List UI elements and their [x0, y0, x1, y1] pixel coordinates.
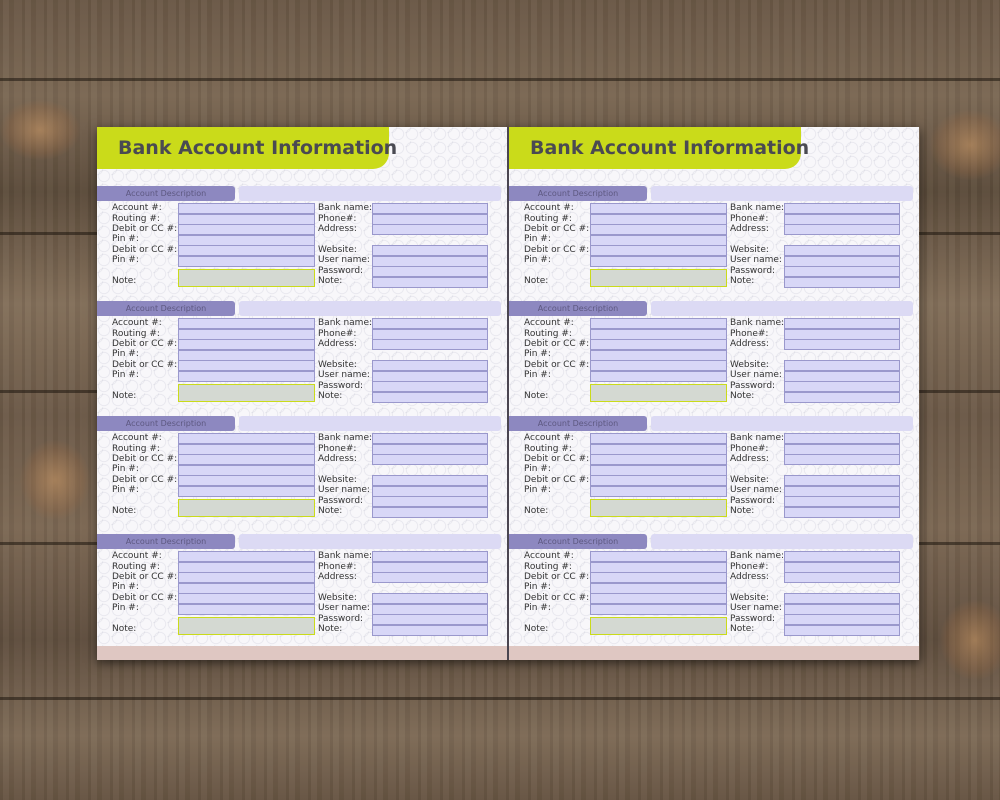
input-field[interactable] — [178, 572, 315, 583]
field-label: Address: — [730, 454, 769, 464]
input-field[interactable] — [784, 614, 900, 625]
account-description-tab: Account Description — [97, 416, 235, 431]
input-field[interactable] — [590, 551, 727, 562]
field-label: Phone#: — [730, 444, 769, 454]
input-field[interactable] — [178, 329, 315, 340]
field-label: Account #: — [524, 433, 574, 443]
account-description-field[interactable] — [651, 416, 913, 431]
input-field[interactable] — [178, 318, 315, 329]
input-field[interactable] — [372, 339, 488, 350]
field-label: Debit or CC #: — [524, 224, 590, 234]
account-description-field[interactable] — [239, 186, 501, 201]
account-description-tab: Account Description — [97, 534, 235, 549]
input-field[interactable] — [784, 486, 900, 497]
input-field[interactable] — [178, 454, 315, 465]
field-label: Note: — [524, 624, 549, 634]
account-section — [509, 301, 919, 411]
input-field[interactable] — [590, 444, 727, 455]
input-field[interactable] — [784, 371, 900, 382]
field-label: Phone#: — [730, 214, 769, 224]
input-field[interactable] — [372, 507, 488, 518]
input-field[interactable] — [784, 496, 900, 507]
field-label: Routing #: — [112, 214, 160, 224]
input-field[interactable] — [372, 256, 488, 267]
account-section — [97, 416, 507, 526]
field-label: Note: — [524, 391, 549, 401]
field-label: Password: — [318, 614, 364, 624]
input-field[interactable] — [372, 277, 488, 288]
field-label: Pin #: — [112, 370, 139, 380]
input-field[interactable] — [178, 486, 315, 497]
field-label: Pin #: — [524, 370, 551, 380]
input-field[interactable] — [784, 444, 900, 455]
field-label: Debit or CC #: — [112, 224, 178, 234]
field-label: Bank name: — [730, 551, 785, 561]
input-field[interactable] — [372, 381, 488, 392]
field-label: Bank name: — [730, 203, 785, 213]
field-label: Pin #: — [112, 349, 139, 359]
field-label: Pin #: — [112, 255, 139, 265]
field-label: Note: — [318, 276, 343, 286]
field-label: Note: — [730, 506, 755, 516]
input-field[interactable] — [178, 350, 315, 361]
input-field[interactable] — [590, 454, 727, 465]
page-title: Bank Account Information — [118, 137, 398, 159]
field-label: Debit or CC #: — [112, 572, 178, 582]
field-label: Account #: — [112, 551, 162, 561]
note-field[interactable] — [590, 617, 727, 635]
input-field[interactable] — [372, 551, 488, 562]
input-field[interactable] — [590, 486, 727, 497]
field-label: User name: — [730, 603, 782, 613]
field-label: Website: — [730, 245, 769, 255]
input-field[interactable] — [784, 277, 900, 288]
field-label: Note: — [730, 391, 755, 401]
input-field[interactable] — [784, 551, 900, 562]
input-field[interactable] — [784, 203, 900, 214]
field-label: Debit or CC #: — [524, 360, 590, 370]
field-label: Pin #: — [112, 485, 139, 495]
input-field[interactable] — [784, 224, 900, 235]
input-field[interactable] — [178, 444, 315, 455]
note-field[interactable] — [178, 384, 315, 402]
input-field[interactable] — [178, 465, 315, 476]
input-field[interactable] — [784, 318, 900, 329]
input-field[interactable] — [372, 329, 488, 340]
input-field[interactable] — [372, 475, 488, 486]
field-label: Routing #: — [524, 214, 572, 224]
input-field[interactable] — [590, 245, 727, 256]
input-field[interactable] — [784, 339, 900, 350]
field-label: Pin #: — [524, 255, 551, 265]
field-label: Account #: — [524, 551, 574, 561]
field-label: Bank name: — [730, 318, 785, 328]
input-field[interactable] — [372, 572, 488, 583]
field-label: Note: — [730, 276, 755, 286]
field-label: Note: — [524, 276, 549, 286]
field-label: Website: — [318, 360, 357, 370]
field-label: Account #: — [524, 318, 574, 328]
printable-book — [97, 127, 920, 660]
field-label: Website: — [318, 245, 357, 255]
title-banner — [97, 127, 398, 169]
input-field[interactable] — [372, 562, 488, 573]
input-field[interactable] — [372, 604, 488, 615]
field-label: Routing #: — [112, 444, 160, 454]
input-field[interactable] — [372, 593, 488, 604]
page-bottom-band — [97, 646, 507, 660]
input-field[interactable] — [372, 266, 488, 277]
account-description-field[interactable] — [651, 186, 913, 201]
account-section — [509, 186, 919, 296]
account-description-field[interactable] — [651, 301, 913, 316]
field-label: Address: — [730, 339, 769, 349]
account-description-tab: Account Description — [97, 301, 235, 316]
field-label: User name: — [730, 370, 782, 380]
note-field[interactable] — [178, 499, 315, 517]
input-field[interactable] — [178, 593, 315, 604]
input-field[interactable] — [372, 245, 488, 256]
input-field[interactable] — [372, 224, 488, 235]
field-label: Address: — [318, 572, 357, 582]
field-label: Pin #: — [112, 234, 139, 244]
field-label: Routing #: — [112, 562, 160, 572]
input-field[interactable] — [784, 572, 900, 583]
field-label: Address: — [730, 572, 769, 582]
input-field[interactable] — [372, 203, 488, 214]
field-label: Password: — [318, 381, 364, 391]
field-label: Note: — [318, 391, 343, 401]
account-description-tab: Account Description — [509, 534, 647, 549]
note-field[interactable] — [590, 269, 727, 287]
account-description-field[interactable] — [239, 301, 501, 316]
field-label: Phone#: — [730, 562, 769, 572]
field-label: Note: — [112, 624, 137, 634]
input-field[interactable] — [784, 433, 900, 444]
note-field[interactable] — [178, 617, 315, 635]
input-field[interactable] — [178, 224, 315, 235]
input-field[interactable] — [372, 496, 488, 507]
input-field[interactable] — [784, 475, 900, 486]
field-label: Routing #: — [524, 444, 572, 454]
field-label: Account #: — [112, 203, 162, 213]
field-label: Password: — [318, 266, 364, 276]
input-field[interactable] — [590, 371, 727, 382]
input-field[interactable] — [590, 350, 727, 361]
field-label: Pin #: — [112, 582, 139, 592]
field-label: Phone#: — [318, 444, 357, 454]
input-field[interactable] — [178, 475, 315, 486]
field-label: Bank name: — [318, 433, 373, 443]
field-label: Note: — [112, 276, 137, 286]
input-field[interactable] — [590, 318, 727, 329]
input-field[interactable] — [590, 604, 727, 615]
account-section — [97, 186, 507, 296]
field-label: Note: — [318, 624, 343, 634]
input-field[interactable] — [178, 371, 315, 382]
field-label: Debit or CC #: — [112, 475, 178, 485]
input-field[interactable] — [372, 318, 488, 329]
field-label: Pin #: — [524, 234, 551, 244]
input-field[interactable] — [178, 360, 315, 371]
field-label: Debit or CC #: — [524, 454, 590, 464]
title-banner — [509, 127, 810, 169]
field-label: Bank name: — [730, 433, 785, 443]
input-field[interactable] — [178, 235, 315, 246]
input-field[interactable] — [372, 392, 488, 403]
field-label: Pin #: — [524, 582, 551, 592]
account-section — [97, 534, 507, 644]
field-label: Debit or CC #: — [524, 245, 590, 255]
input-field[interactable] — [372, 360, 488, 371]
field-label: Phone#: — [318, 562, 357, 572]
input-field[interactable] — [372, 454, 488, 465]
field-label: Debit or CC #: — [112, 360, 178, 370]
field-label: Routing #: — [112, 329, 160, 339]
page-bottom-band — [509, 646, 919, 660]
input-field[interactable] — [590, 224, 727, 235]
field-label: Note: — [730, 624, 755, 634]
field-label: Pin #: — [112, 603, 139, 613]
input-field[interactable] — [784, 245, 900, 256]
input-field[interactable] — [590, 562, 727, 573]
input-field[interactable] — [784, 562, 900, 573]
page-right — [509, 127, 919, 660]
input-field[interactable] — [178, 214, 315, 225]
input-field[interactable] — [784, 329, 900, 340]
input-field[interactable] — [590, 572, 727, 583]
input-field[interactable] — [784, 266, 900, 277]
field-label: Debit or CC #: — [112, 454, 178, 464]
field-label: Website: — [318, 593, 357, 603]
input-field[interactable] — [590, 360, 727, 371]
field-label: Debit or CC #: — [112, 245, 178, 255]
field-label: Debit or CC #: — [524, 572, 590, 582]
input-field[interactable] — [784, 625, 900, 636]
field-label: Debit or CC #: — [112, 593, 178, 603]
input-field[interactable] — [178, 604, 315, 615]
input-field[interactable] — [590, 339, 727, 350]
field-label: User name: — [318, 603, 370, 613]
field-label: Phone#: — [318, 214, 357, 224]
input-field[interactable] — [178, 562, 315, 573]
field-label: Address: — [318, 224, 357, 234]
input-field[interactable] — [178, 245, 315, 256]
account-description-tab: Account Description — [509, 301, 647, 316]
input-field[interactable] — [784, 392, 900, 403]
field-label: Website: — [730, 593, 769, 603]
account-description-tab: Account Description — [97, 186, 235, 201]
page-left — [97, 127, 507, 660]
account-section — [509, 416, 919, 526]
input-field[interactable] — [178, 339, 315, 350]
account-description-tab: Account Description — [509, 416, 647, 431]
field-label: Pin #: — [112, 464, 139, 474]
field-label: Address: — [318, 339, 357, 349]
input-field[interactable] — [590, 329, 727, 340]
account-description-field[interactable] — [651, 534, 913, 549]
field-label: Debit or CC #: — [524, 475, 590, 485]
field-label: Password: — [318, 496, 364, 506]
input-field[interactable] — [784, 454, 900, 465]
input-field[interactable] — [178, 433, 315, 444]
field-label: Bank name: — [318, 203, 373, 213]
input-field[interactable] — [178, 583, 315, 594]
input-field[interactable] — [178, 256, 315, 267]
field-label: Debit or CC #: — [524, 593, 590, 603]
input-field[interactable] — [178, 551, 315, 562]
field-label: Account #: — [112, 433, 162, 443]
field-label: User name: — [318, 370, 370, 380]
page-title: Bank Account Information — [530, 137, 810, 159]
input-field[interactable] — [784, 507, 900, 518]
field-label: Website: — [318, 475, 357, 485]
field-label: Debit or CC #: — [112, 339, 178, 349]
field-label: Password: — [730, 266, 776, 276]
field-label: Note: — [112, 506, 137, 516]
field-label: Routing #: — [524, 562, 572, 572]
field-label: Website: — [730, 360, 769, 370]
field-label: Phone#: — [318, 329, 357, 339]
field-label: User name: — [730, 485, 782, 495]
input-field[interactable] — [178, 203, 315, 214]
field-label: Bank name: — [318, 551, 373, 561]
input-field[interactable] — [590, 203, 727, 214]
input-field[interactable] — [590, 465, 727, 476]
input-field[interactable] — [784, 381, 900, 392]
input-field[interactable] — [372, 214, 488, 225]
field-label: Note: — [524, 506, 549, 516]
field-label: User name: — [318, 255, 370, 265]
field-label: Phone#: — [730, 329, 769, 339]
input-field[interactable] — [784, 593, 900, 604]
field-label: User name: — [318, 485, 370, 495]
field-label: Website: — [730, 475, 769, 485]
note-field[interactable] — [590, 499, 727, 517]
field-label: Address: — [730, 224, 769, 234]
field-label: Address: — [318, 454, 357, 464]
field-label: Debit or CC #: — [524, 339, 590, 349]
field-label: Routing #: — [524, 329, 572, 339]
field-label: Password: — [730, 496, 776, 506]
input-field[interactable] — [784, 604, 900, 615]
field-label: Pin #: — [524, 349, 551, 359]
input-field[interactable] — [372, 625, 488, 636]
field-label: Password: — [730, 381, 776, 391]
note-field[interactable] — [178, 269, 315, 287]
account-section — [97, 301, 507, 411]
field-label: User name: — [730, 255, 782, 265]
book-spine — [507, 127, 509, 660]
input-field[interactable] — [372, 371, 488, 382]
field-label: Pin #: — [524, 603, 551, 613]
account-description-field[interactable] — [239, 416, 501, 431]
input-field[interactable] — [784, 214, 900, 225]
input-field[interactable] — [372, 486, 488, 497]
field-label: Pin #: — [524, 464, 551, 474]
field-label: Note: — [318, 506, 343, 516]
input-field[interactable] — [590, 593, 727, 604]
input-field[interactable] — [784, 256, 900, 267]
input-field[interactable] — [590, 256, 727, 267]
field-label: Password: — [730, 614, 776, 624]
input-field[interactable] — [372, 433, 488, 444]
input-field[interactable] — [590, 235, 727, 246]
field-label: Account #: — [524, 203, 574, 213]
account-description-tab: Account Description — [509, 186, 647, 201]
input-field[interactable] — [784, 360, 900, 371]
input-field[interactable] — [590, 475, 727, 486]
input-field[interactable] — [590, 583, 727, 594]
field-label: Pin #: — [524, 485, 551, 495]
input-field[interactable] — [372, 614, 488, 625]
account-description-field[interactable] — [239, 534, 501, 549]
note-field[interactable] — [590, 384, 727, 402]
input-field[interactable] — [590, 214, 727, 225]
input-field[interactable] — [590, 433, 727, 444]
field-label: Note: — [112, 391, 137, 401]
field-label: Bank name: — [318, 318, 373, 328]
input-field[interactable] — [372, 444, 488, 455]
account-section — [509, 534, 919, 644]
field-label: Account #: — [112, 318, 162, 328]
